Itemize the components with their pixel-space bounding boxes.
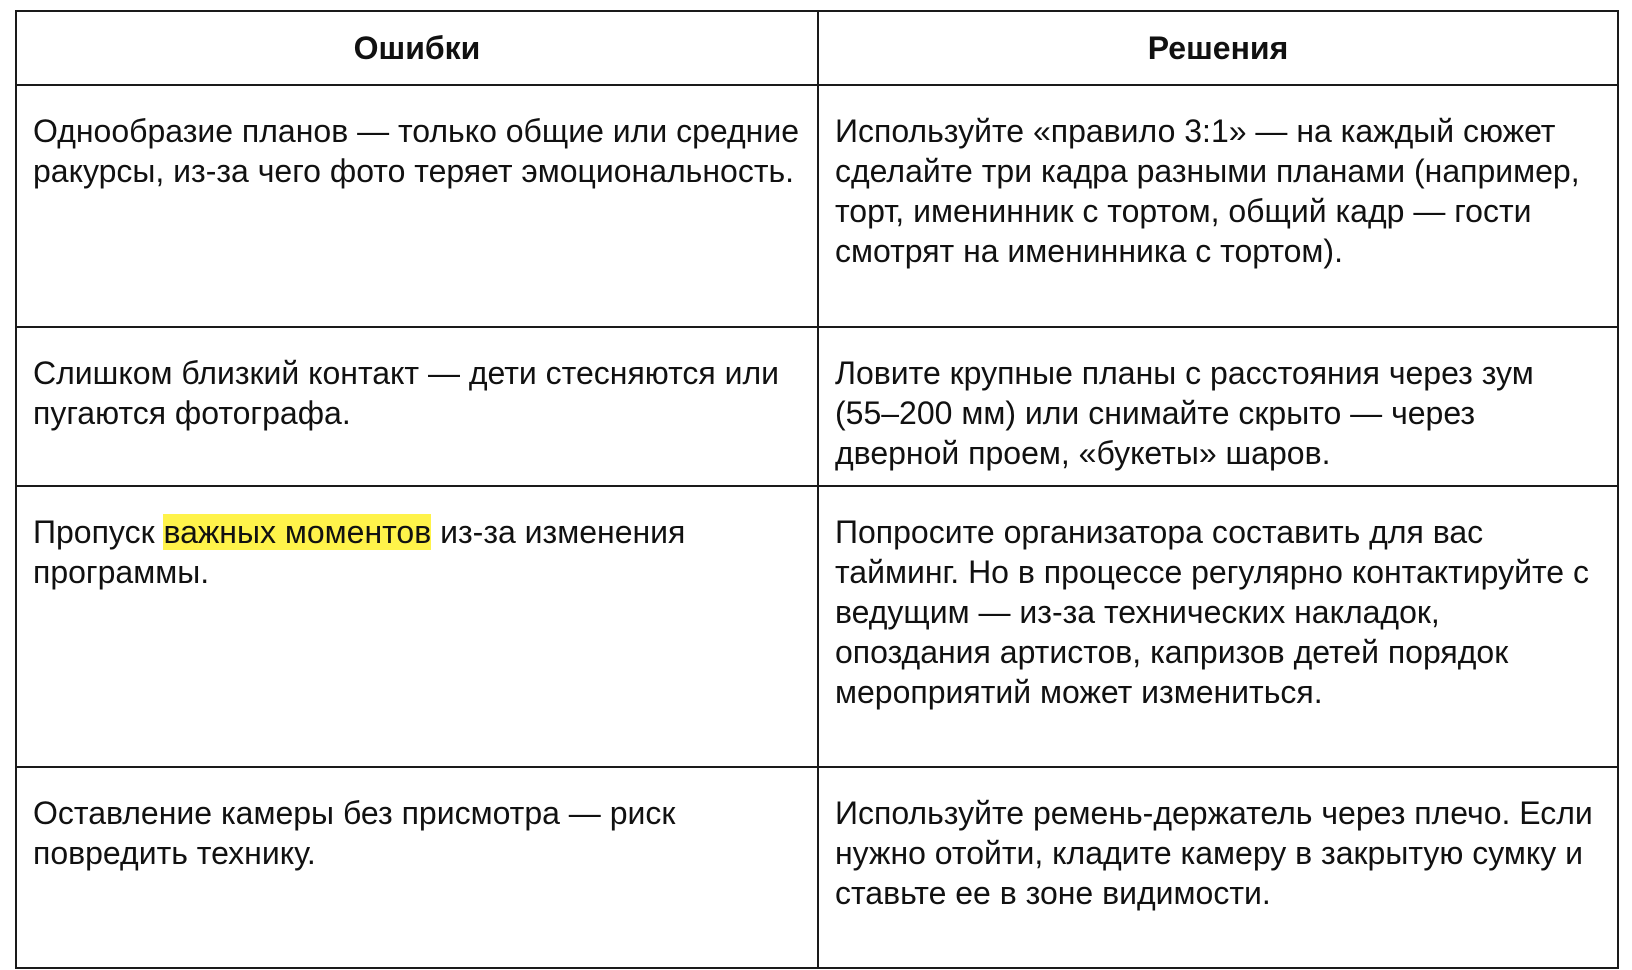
error-text-before: Пропуск [33,514,164,550]
errors-solutions-table-wrapper [15,10,1619,969]
table-header-row [16,11,1618,85]
errors-solutions-table [15,10,1619,969]
error-cell: Однообразие планов — только общие или средние ракурсы, из-за чего фото теряет эмоциональность. [16,85,818,327]
table-row [16,327,1618,486]
solution-cell: Попросите организатора составить для вас тайминг. Но в процессе регулярно контактируйте с ведущим — из-за технических накладок, опоздания артистов, капризов детей порядок мероприятий может измениться. [818,486,1618,767]
table-row [16,767,1618,968]
highlighted-text: важных моментов [163,514,432,550]
table-row [16,85,1618,327]
error-text-after: из-за изменения программы. [33,514,686,590]
solution-cell: Используйте «правило 3:1» — на каждый сюжет сделайте три кадра разными планами (например, торт, именинник с тортом, общий кадр — гости смотрят на именинника с тортом). [818,85,1618,327]
error-cell: Слишком близкий контакт — дети стесняются или пугаются фотографа. [16,327,818,486]
error-cell: Оставление камеры без присмотра — риск повредить технику. [16,767,818,968]
header-solutions: Решения [818,11,1618,85]
solution-cell: Используйте ремень-держатель через плечо. Если нужно отойти, кладите камеру в закрытую сумку и ставьте ее в зоне видимости. [818,767,1618,968]
solution-cell: Ловите крупные планы с расстояния через зум (55–200 мм) или снимайте скрыто — через дверной проем, «букеты» шаров. [818,327,1618,486]
table-row [16,486,1618,767]
header-errors: Ошибки [16,11,818,85]
error-cell [16,486,818,767]
